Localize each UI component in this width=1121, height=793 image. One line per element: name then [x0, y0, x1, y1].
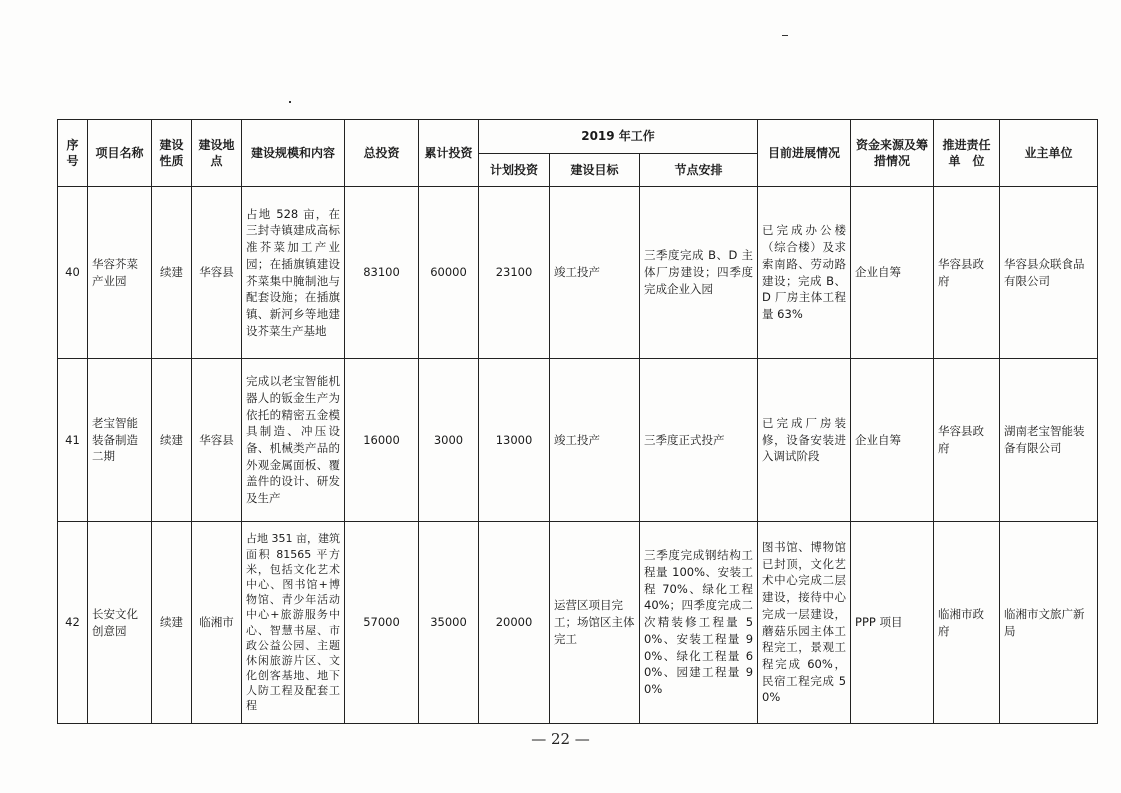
cell-planned-investment: 20000 [479, 522, 550, 724]
header-nature: 建设性质 [152, 120, 192, 187]
scan-speck [289, 101, 291, 103]
cell-location: 华容县 [192, 359, 242, 522]
cell-total-investment: 83100 [345, 187, 419, 359]
cell-goal: 竣工投产 [550, 359, 640, 522]
cell-seq: 42 [58, 522, 88, 724]
cell-scale: 完成以老宝智能机器人的钣金生产为依托的精密五金模具制造、冲压设备、机械类产品的外观金属面板、覆盖件的设计、研发及生产 [242, 359, 345, 522]
cell-location: 华容县 [192, 187, 242, 359]
cell-progress: 图书馆、博物馆已封顶，文化艺术中心完成二层建设，接待中心完成一层建设，蘑菇乐园主体工程完工，景观工程完成 60%，民宿工程完成 50% [758, 522, 851, 724]
page-number: — 22 — [531, 730, 590, 748]
header-nodes: 节点安排 [640, 154, 758, 187]
header-row-1 [58, 120, 1098, 154]
cell-cumulative-investment: 3000 [419, 359, 479, 522]
table-row [58, 187, 1098, 359]
cell-owner: 华容县众联食品有限公司 [1000, 187, 1098, 359]
cell-nature: 续建 [152, 522, 192, 724]
header-planned-investment: 计划投资 [479, 154, 550, 187]
header-2019-work: 2019 年工作 [479, 120, 758, 154]
cell-project-name: 华容芥菜产业园 [88, 187, 152, 359]
cell-planned-investment: 13000 [479, 359, 550, 522]
cell-total-investment: 57000 [345, 522, 419, 724]
scan-speck [782, 35, 788, 36]
header-funding: 资金来源及筹措情况 [851, 120, 934, 187]
cell-scale: 占地 528 亩，在三封寺镇建成高标准芥菜加工产业园；在插旗镇建设芥菜集中腌制池与配套设施；在插旗镇、新河乡等地建设芥菜生产基地 [242, 187, 345, 359]
header-responsible: 推进责任单 位 [934, 120, 1000, 187]
cell-responsible: 华容县政府 [934, 359, 1000, 522]
cell-nature: 续建 [152, 359, 192, 522]
cell-nodes: 三季度完成钢结构工程量 100%、安装工程 70%、绿化工程 40%；四季度完成二次精装修工程量 50%、安装工程量 90%、绿化工程量 60%、园建工程量 90% [640, 522, 758, 724]
cell-goal: 运营区项目完工；场馆区主体完工 [550, 522, 640, 724]
cell-seq: 40 [58, 187, 88, 359]
cell-project-name: 长安文化创意园 [88, 522, 152, 724]
cell-total-investment: 16000 [345, 359, 419, 522]
cell-location: 临湘市 [192, 522, 242, 724]
table-row [58, 359, 1098, 522]
cell-progress: 已完成厂房装修，设备安装进入调试阶段 [758, 359, 851, 522]
header-location: 建设地点 [192, 120, 242, 187]
cell-owner: 湖南老宝智能装备有限公司 [1000, 359, 1098, 522]
cell-nature: 续建 [152, 187, 192, 359]
cell-funding: 企业自筹 [851, 359, 934, 522]
header-cumulative-investment: 累计投资 [419, 120, 479, 187]
header-owner: 业主单位 [1000, 120, 1098, 187]
cell-nodes: 三季度完成 B、D 主体厂房建设；四季度完成企业入园 [640, 187, 758, 359]
header-project-name: 项目名称 [88, 120, 152, 187]
table-row [58, 522, 1098, 724]
cell-cumulative-investment: 35000 [419, 522, 479, 724]
cell-cumulative-investment: 60000 [419, 187, 479, 359]
cell-responsible: 华容县政府 [934, 187, 1000, 359]
header-scale: 建设规模和内容 [242, 120, 345, 187]
cell-responsible: 临湘市政府 [934, 522, 1000, 724]
cell-funding: PPP 项目 [851, 522, 934, 724]
cell-nodes: 三季度正式投产 [640, 359, 758, 522]
cell-owner: 临湘市文旅广新局 [1000, 522, 1098, 724]
header-progress: 目前进展情况 [758, 120, 851, 187]
header-goal: 建设目标 [550, 154, 640, 187]
cell-scale: 占地 351 亩，建筑面积 81565 平方米，包括文化艺术中心、图书馆+博物馆、青少年活动中心+旅游服务中心、智慧书屋、市政公益公园、主题休闲旅游片区、文化创客基地、地下人防工程及配套工程 [242, 522, 345, 724]
cell-goal: 竣工投产 [550, 187, 640, 359]
cell-progress: 已完成办公楼（综合楼）及求索南路、劳动路建设；完成 B、D 厂房主体工程量 63% [758, 187, 851, 359]
cell-funding: 企业自筹 [851, 187, 934, 359]
cell-seq: 41 [58, 359, 88, 522]
cell-project-name: 老宝智能装备制造二期 [88, 359, 152, 522]
project-table [57, 119, 1098, 724]
header-seq: 序号 [58, 120, 88, 187]
cell-planned-investment: 23100 [479, 187, 550, 359]
header-total-investment: 总投资 [345, 120, 419, 187]
